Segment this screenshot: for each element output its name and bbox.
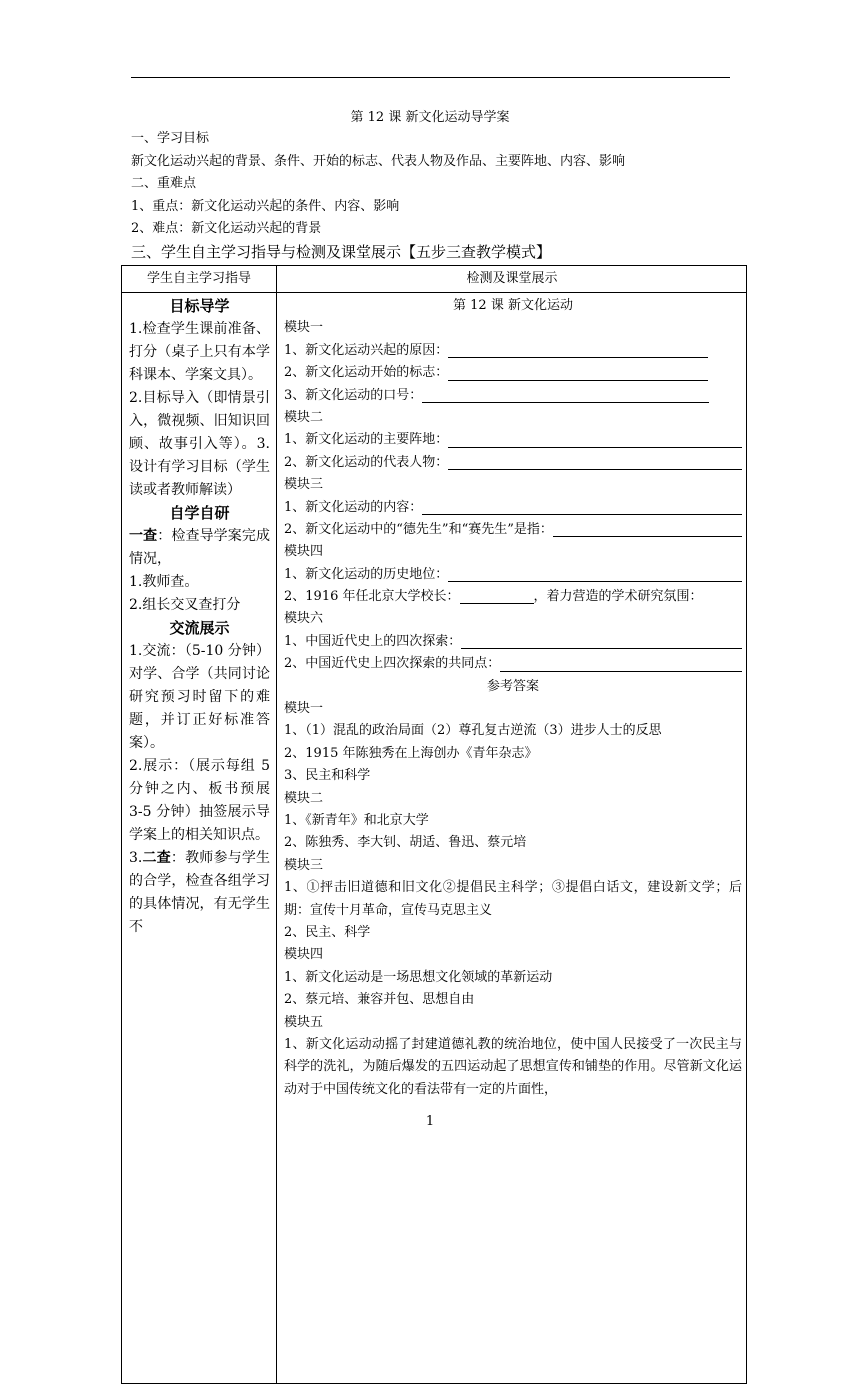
answer-blank[interactable] [448,432,742,448]
answer-module-2: 模块二 [284,790,324,806]
heading-exchange: 交流展示 [169,619,230,637]
answer-blank[interactable] [500,656,742,672]
answer-2-2: 2、陈独秀、李大钊、胡适、鲁迅、蔡元培 [284,835,527,851]
question-label: 1、新文化运动的内容： [284,499,423,515]
check-one-a: 1.教师查。 [129,574,199,590]
check-one [129,525,270,571]
answer-module-5: 模块五 [284,1014,324,1030]
answer-1-2: 2、1915 年陈独秀在上海创办《青年杂志》 [284,745,538,761]
answer-2-1: 1、《新青年》和北京大学 [284,812,429,828]
module-2-label: 模块二 [284,409,324,425]
question-2-1 [284,429,742,451]
header-right: 检测及课堂展示 [466,271,558,286]
module-1-label: 模块一 [284,320,324,336]
answer-blank[interactable] [460,588,534,604]
guidance-column [129,295,270,939]
guide-step-2: 2.目标导入（即情景引入，微视频、旧知识回顾、故事引入等）。3.设计有学习目标（学生读或者教师解读） [129,390,270,498]
answer-module-4: 模块四 [284,947,324,963]
answer-blank[interactable] [448,454,742,470]
answer-1-3: 3、民主和科学 [284,768,371,784]
question-6-1 [284,631,742,653]
heading-self-study: 自学自研 [169,504,230,522]
question-6-2 [284,653,742,675]
question-3-1 [284,497,742,519]
section-heading-keypoints: 二、重难点 [131,176,197,191]
question-1-3 [284,385,742,407]
header-divider [122,292,746,293]
question-label: 1、新文化运动的历史地位： [284,566,449,582]
answer-blank[interactable] [422,387,709,403]
header-left: 学生自主学习指导 [146,271,251,286]
answer-blank[interactable] [448,365,708,381]
answer-1-1: 1、（1）混乱的政治局面（2）尊孔复古逆流（3）进步人士的反思 [284,723,662,739]
section-heading-guidance: 三、学生自主学习指导与检测及课堂展示【五步三查教学模式】 [131,242,552,261]
page-title: 第 12 课 新文化运动导学案 [350,110,510,125]
question-label-cont: ，着力营造的学术研究氛围： [533,589,703,605]
answer-blank[interactable] [553,521,742,537]
exchange-step-2: 2.展示：（展示每组 5 分钟之内、板书预展 3-5 分钟）抽签展示导学案上的相关知识点。 [129,758,270,843]
answer-blank[interactable] [448,566,742,582]
check-one-b: 2.组长交叉查打分 [129,597,241,613]
goals-text: 新文化运动兴起的背景、条件、开始的标志、代表人物及作品、主要阵地、内容、影响 [131,153,626,169]
question-label: 1、中国近代史上的四次探索： [284,633,462,649]
module-6-label: 模块六 [284,611,324,627]
answer-4-1: 1、新文化运动是一场思想文化领域的革新运动 [284,969,553,985]
question-2-2 [284,452,742,474]
question-label: 1、新文化运动的主要阵地： [284,432,449,448]
step-3-prefix: 3. [129,850,143,866]
check-two-label: 二查 [142,850,171,866]
heading-goal-guide: 目标导学 [169,297,230,315]
question-4-2 [284,586,742,608]
module-3-label: 模块三 [284,477,324,493]
question-label: 2、中国近代史上四次探索的共同点： [284,656,501,672]
module-4-label: 模块四 [284,544,324,560]
check-one-text: ：检查导学案完成情况， [129,528,271,567]
question-label: 3、新文化运动的口号： [284,387,423,403]
answer-3-1: 1、①抨击旧道德和旧文化②提倡民主科学；③提倡白话文，建设新文学；后期：宣传十月革命，宣传马克思主义 [284,880,742,918]
page-number: 1 [425,1114,435,1129]
answer-3-2: 2、民主、科学 [284,924,371,940]
question-4-1 [284,564,742,586]
answer-4-2: 2、蔡元培、兼容并包、思想自由 [284,992,475,1008]
check-one-label: 一查 [129,528,158,544]
question-3-2 [284,519,742,541]
answer-blank[interactable] [448,342,708,358]
answers-heading: 参考答案 [486,678,539,694]
question-1-2 [284,362,742,384]
header-rule [131,77,730,78]
guide-step-1: 1.检查学生课前准备、打分（桌子上只有本学科课本、学案文具）。 [129,321,270,383]
question-label: 2、新文化运动中的“德先生”和“赛先生”是指： [284,521,553,537]
exchange-step-1: 1.交流：（5-10 分钟）对学、合学（共同讨论研究预习时留下的难题，并订正好标准答案）。 [129,643,270,751]
lesson-heading: 第 12 课 新文化运动 [453,297,573,313]
answer-module-3: 模块三 [284,857,324,873]
exchange-step-3 [129,847,270,939]
answer-5-1: 1、新文化运动动摇了封建道德礼教的统治地位，使中国人民接受了一次民主与科学的洗礼，为随后爆发的五四运动起了思想宣传和铺垫的作用。尽管新文化运动对于中国传统文化的看法带有一定的片面性， [284,1036,742,1097]
intro-section [131,128,751,263]
question-label: 2、1916 年任北京大学校长： [284,589,460,605]
question-label: 1、新文化运动兴起的原因： [284,342,449,358]
answer-module-1: 模块一 [284,701,324,717]
question-label: 2、新文化运动的代表人物： [284,454,449,470]
column-divider [276,266,277,1383]
question-label: 2、新文化运动开始的标志： [284,365,449,381]
lesson-table [121,265,747,1384]
answer-blank[interactable] [461,633,742,649]
check-two-text: ：教师参与学生的合学，检查各组学习的具体情况，有无学生不 [129,850,270,935]
exercise-column [284,295,742,1101]
difficult-point: 2、难点：新文化运动兴起的背景 [131,221,322,236]
answer-blank[interactable] [422,499,742,515]
key-point: 1、重点：新文化运动兴起的条件、内容、影响 [131,198,400,214]
question-1-1 [284,340,742,362]
section-heading-goals: 一、学习目标 [131,131,210,146]
